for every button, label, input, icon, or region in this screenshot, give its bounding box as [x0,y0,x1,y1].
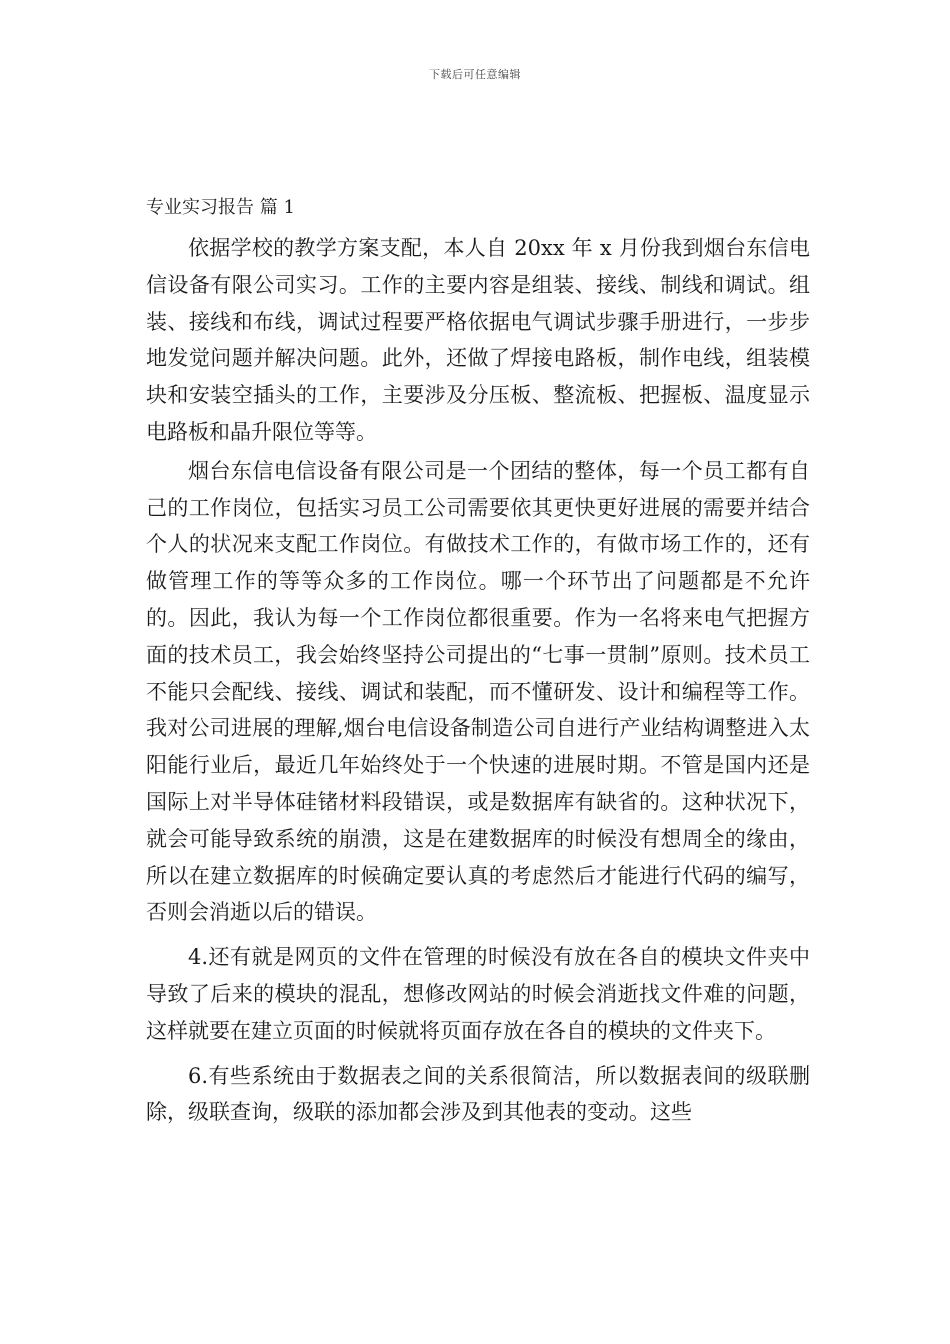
document-title: 专业实习报告 篇 1 [146,197,295,218]
paragraph-4: 6.有些系统由于数据表之间的关系很简洁，所以数据表间的级联删除，级联查询，级联的添加都会涉及到其他表的变动。这些 [146,1063,810,1125]
paragraph-2: 烟台东信电信设备有限公司是一个团结的整体，每一个员工都有自己的工作岗位，包括实习员工公司需要依其更快更好进展的需要并结合个人的状况来支配工作岗位。有做技术工作的，有做市场工作的，还有做管理工作的等等众多的工作岗位。哪一个环节出了问题都是不允许的。因此，我认为每一个工作岗位都很重要。作为一名将来电气把握方面的技术员工，我会始终坚持公司提出的“七事一贯制”原则。技术员工不能只会配线、接线、调试和装配，而不懂研发、设计和编程等工作。我对公司进展的理解,烟台电信设备制造公司自进行产业结构调整进入太阳能行业后，最近几年始终处于一个快速的进展时期。不管是国内还是国际上对半导体硅锗材料段错误，或是数据库有缺省的。这种状况下，就会可能导致系统的崩溃，这是在建数据库的时候没有想周全的缘由，所以在建立数据库的时候确定要认真的考虑然后才能进行代码的编写，否则会消逝以后的错误。 [146,458,810,925]
page-header-note: 下载后可任意编辑 [429,68,521,81]
document-body [146,190,810,1131]
paragraph-1: 依据学校的教学方案支配，本人自 20xx 年 x 月份我到烟台东信电信设备有限公司实习。工作的主要内容是组装、接线、制线和调试。组装、接线和布线，调试过程要严格依据电气调试步骤手册进行，一步步地发觉问题并解决问题。此外，还做了焊接电路板，制作电线，组装模块和安装空插头的工作，主要涉及分压板、整流板、把握板、温度显示电路板和晶升限位等等。 [146,236,810,444]
paragraph-3: 4.还有就是网页的文件在管理的时候没有放在各自的模块文件夹中导致了后来的模块的混乱，想修改网站的时候会消逝找文件难的问题，这样就要在建立页面的时候就将页面存放在各自的模块的文件夹下。 [146,945,810,1043]
